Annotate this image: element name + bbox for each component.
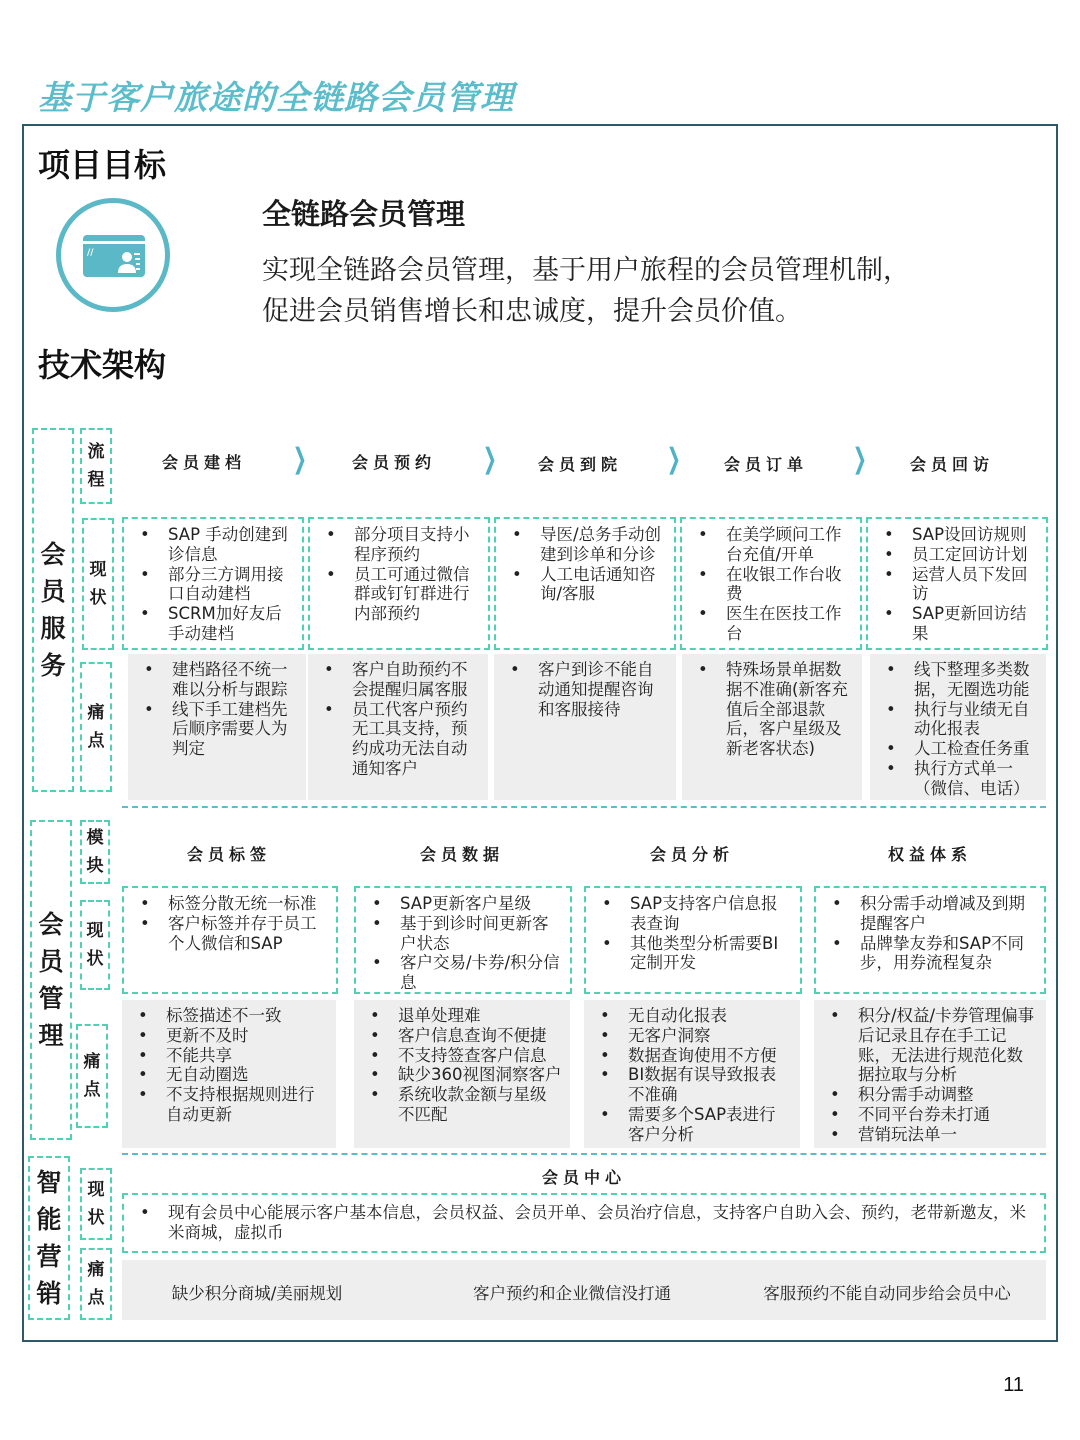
label-char: 现 [89,560,107,580]
service-pain-cell [494,654,676,800]
list-item: • 不支持签查客户信息 [368,1046,562,1066]
marketing-status-cell [122,1193,1046,1253]
list-item: • 标签描述不一致 [136,1006,328,1026]
marketing-pain-row [122,1260,1046,1320]
module-member-analysis: 会员分析 [649,845,734,864]
list-item: • 运营人员下发回访 [882,565,1038,605]
stage-member-arrival: 会员到院 [537,455,622,474]
group-char: 员 [38,947,64,976]
chevron-right-icon: ❯ [482,442,497,475]
module-benefit-system: 权益体系 [887,845,972,864]
list-item: • 在美学顾问工作台充值/开单 [696,525,852,565]
list-item: • BI数据有误导致报表不准确 [598,1065,792,1105]
list-item: • 缺少360视图洞察客户 [368,1065,562,1085]
group-label-member-management [30,820,72,1140]
label-char: 模 [86,828,104,848]
management-status-cell [354,886,572,994]
list-item: • 员工定回访计划 [882,545,1038,565]
stage-member-order: 会员订单 [723,455,808,474]
list-item: • 导医/总务手动创建到诊单和分诊 [510,525,666,565]
group-char: 员 [40,577,66,606]
management-pain-cell [354,1000,570,1148]
group-label-smart-marketing [28,1156,70,1320]
list-item: • 积分/权益/卡券管理偏事后记录且存在手工记账，无法进行规范化数据拉取与分析 [828,1006,1038,1085]
list-item: • 现有会员中心能展示客户基本信息，会员权益、会员开单、会员治疗信息，支持客户自助入会、预约，老带新邀友，米米商城，虚拟币 [138,1203,1036,1243]
list-item: • 标签分散无统一标准 [138,894,328,914]
group-char: 理 [38,1021,64,1050]
list-item: • 部分三方调用接口自动建档 [138,565,294,605]
list-item: • SAP更新客户星级 [370,894,562,914]
list-item: • 退单处理难 [368,1006,562,1026]
list-item: • 建档路径不统一难以分析与跟踪 [142,660,298,700]
row-label-status [82,518,114,650]
group-char: 务 [40,651,66,680]
management-status-cell [814,886,1046,994]
label-char: 程 [87,470,105,490]
list-item: • 在收银工作台收费 [696,565,852,605]
list-item: • 品牌挚友券和SAP不同步，用券流程复杂 [830,934,1036,974]
list-item: • 营销玩法单一 [828,1125,1038,1145]
group-char: 管 [38,984,64,1013]
service-pain-cell [682,654,862,800]
list-item: • 数据查询使用不方便 [598,1046,792,1066]
service-status-cell [680,517,862,650]
list-item: （微信、电话） [914,778,1030,798]
list-item: • 员工代客户预约无工具支持，预约成功无法自动通知客户 [322,700,480,779]
stage-member-booking: 会员预约 [351,453,436,472]
label-char: 状 [86,949,104,969]
list-item: • 执行方式单一 [884,759,1038,779]
label-char: 状 [87,1208,105,1228]
list-item: • 无自动化报表 [598,1006,792,1026]
chevron-right-icon: ❯ [666,442,681,475]
chevron-right-icon: ❯ [852,442,867,475]
member-card-icon [56,198,170,312]
list-item: • 线下整理多类数据，无圈选功能 [884,660,1038,700]
list-item: • 线下手工建档先后顺序需要人为判定 [142,700,298,759]
page-number: 11 [1003,1374,1024,1396]
group-char: 服 [40,614,66,643]
group-char: 智 [36,1168,62,1197]
chevron-right-icon: ❯ [292,442,307,475]
label-char: 痛 [87,1260,105,1280]
list-item: • SCRM加好友后手动建档 [138,604,294,644]
module-member-data: 会员数据 [419,845,504,864]
service-pain-cell [870,654,1046,800]
label-char: 痛 [83,1052,101,1072]
row-label-module [80,820,110,884]
list-item: • 积分需手动增减及到期提醒客户 [830,894,1036,934]
divider [122,806,1046,808]
list-item: • 部分项目支持小程序预约 [324,525,480,565]
group-label-member-service [32,428,74,792]
list-item: • 执行与业绩无自动化报表 [884,700,1038,740]
row-label-flow [80,428,112,504]
goal-description [262,250,910,332]
label-char: 现 [86,921,104,941]
pain-item: 客户预约和企业微信没打通 [473,1284,671,1303]
service-status-cell [122,517,304,650]
list-item: • SAP支持客户信息报表查询 [600,894,792,934]
service-pain-cell [308,654,488,800]
label-char: 点 [87,1288,105,1308]
label-char: 痛 [87,703,105,723]
module-member-center: 会员中心 [541,1168,626,1187]
service-pain-cell [128,654,306,800]
list-item: • 不支持根据规则进行自动更新 [136,1085,328,1125]
arch-heading: 技术架构 [38,346,167,384]
list-item: • 客户信息查询不便捷 [368,1026,562,1046]
row-label-status [80,1168,112,1240]
label-char: 点 [87,731,105,751]
svg-text://: // [87,248,94,258]
list-item: • SAP设回访规则 [882,525,1038,545]
list-item: • 员工可通过微信群或钉钉群进行内部预约 [324,565,480,624]
label-char: 点 [83,1080,101,1100]
list-item: • 不同平台券未打通 [828,1105,1038,1125]
page-title: 基于客户旅途的全链路会员管理 [38,78,514,117]
pain-item: 缺少积分商城/美丽规划 [171,1284,343,1303]
pain-item: 客服预约不能自动同步给会员中心 [763,1284,1011,1303]
group-char: 能 [36,1205,62,1234]
group-char: 销 [36,1279,62,1308]
group-char: 会 [38,910,64,939]
divider [122,1153,1046,1155]
goal-title: 全链路会员管理 [262,197,466,231]
list-item: • 其他类型分析需要BI定制开发 [600,934,792,974]
list-item: • 不能共享 [136,1046,328,1066]
list-item: • 无客户洞察 [598,1026,792,1046]
row-label-status [80,900,110,990]
list-item: • 人工检查任务重 [884,739,1038,759]
list-item: • 系统收款金额与星级不匹配 [368,1085,562,1125]
list-item: • 客户到诊不能自动通知提醒咨询和客服接待 [508,660,668,719]
management-pain-cell [584,1000,800,1148]
list-item: • 更新不及时 [136,1026,328,1046]
group-char: 会 [40,540,66,569]
row-label-pain [80,1248,112,1320]
stage-member-profile: 会员建档 [161,453,246,472]
goal-desc-line-2: 促进会员销售增长和忠诚度，提升会员价值。 [262,296,802,327]
label-char: 块 [86,856,104,876]
row-label-pain [80,662,112,792]
list-item: • SAP 手动创建到诊信息 [138,525,294,565]
list-item: • 特殊场景单据数据不准确(新客充值后全部退款后，客户星级及新老客状态) [696,660,854,759]
management-status-cell [122,886,338,994]
management-pain-cell [122,1000,336,1148]
list-item: • 客户标签并存于员工个人微信和SAP [138,914,328,954]
list-item: • 医生在医技工作台 [696,604,852,644]
list-item: • 积分需手动调整 [828,1085,1038,1105]
list-item: • 客户自助预约不会提醒归属客服 [322,660,480,700]
label-char: 状 [89,588,107,608]
group-char: 营 [36,1242,62,1271]
row-label-pain [76,1024,108,1128]
management-pain-cell [814,1000,1046,1148]
list-item: • 需要多个SAP表进行客户分析 [598,1105,792,1145]
goal-desc-line-1: 实现全链路会员管理，基于用户旅程的会员管理机制， [262,255,910,286]
list-item: • 人工电话通知咨询/客服 [510,565,666,605]
service-status-cell [308,517,490,650]
list-item: • 客户交易/卡券/积分信息 [370,953,562,993]
management-status-cell [584,886,802,994]
service-status-cell [866,517,1048,650]
stage-member-followup: 会员回访 [909,455,994,474]
service-status-cell [494,517,676,650]
goal-heading: 项目目标 [38,146,167,184]
module-member-tags: 会员标签 [186,845,271,864]
label-char: 流 [87,442,105,462]
label-char: 现 [87,1180,105,1200]
list-item: • 无自动圈选 [136,1065,328,1085]
list-item: • 基于到诊时间更新客户状态 [370,914,562,954]
list-item: • SAP更新回访结果 [882,604,1038,644]
